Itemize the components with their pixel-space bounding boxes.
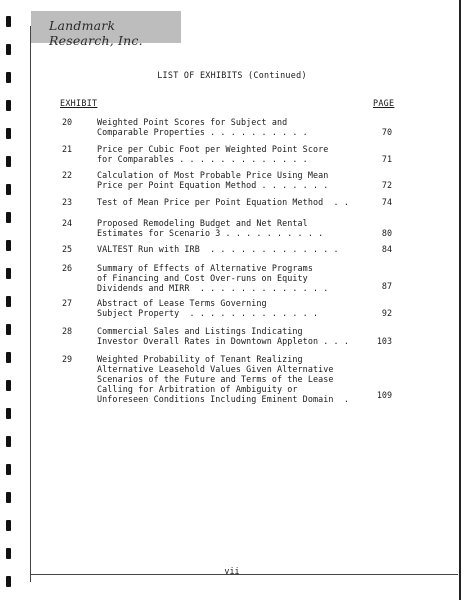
exhibit-page: 80 <box>381 228 392 238</box>
exhibit-title: Summary of Effects of Alternative Programs of Financing and Cost Over-runs on Equity Dividends and MIRR . . . . . . . . . . . . . <box>97 263 329 293</box>
exhibit-number: 27 <box>62 298 73 308</box>
exhibit-page: 109 <box>376 390 392 400</box>
exhibit-number: 22 <box>62 170 73 180</box>
exhibit-title: Abstract of Lease Terms Governing Subject Property . . . . . . . . . . . . . <box>97 298 319 318</box>
exhibit-number: 25 <box>62 244 73 254</box>
exhibit-page: 70 <box>381 127 392 137</box>
page-title: LIST OF EXHIBITS (Continued) <box>157 70 307 80</box>
exhibit-title: Commercial Sales and Listings Indicating Investor Overall Rates in Downtown Appleton . . . <box>97 326 349 346</box>
exhibit-title: Price per Cubic Foot per Weighted Point Score for Comparables . . . . . . . . . . . . . <box>97 144 329 164</box>
exhibit-page: 87 <box>381 281 392 291</box>
exhibit-number: 29 <box>62 354 73 364</box>
exhibit-number: 26 <box>62 263 73 273</box>
page-number: vii <box>224 566 240 576</box>
exhibit-page: 84 <box>381 244 392 254</box>
exhibit-page: 71 <box>381 154 392 164</box>
exhibit-title: Calculation of Most Probable Price Using Mean Price per Point Equation Method . . . . . . . <box>97 170 329 190</box>
exhibit-title: Weighted Probability of Tenant Realizing Alternative Leasehold Values Given Alternative Scenarios of the Future and Terms of the Lease Calling for Arbitration of Ambiguity or Unforeseen Conditions Including Eminent Domain . <box>97 354 349 404</box>
exhibit-page: 74 <box>381 197 392 207</box>
exhibit-number: 24 <box>62 218 73 228</box>
exhibit-page: 103 <box>376 336 392 346</box>
exhibit-title: Proposed Remodeling Budget and Net Rental Estimates for Scenario 3 . . . . . . . . . . <box>97 218 324 238</box>
exhibit-column-header: EXHIBIT <box>60 98 98 108</box>
exhibit-title: Test of Mean Price per Point Equation Method . . <box>97 197 349 207</box>
exhibit-number: 20 <box>62 117 73 127</box>
exhibit-page: 72 <box>381 180 392 190</box>
exhibit-title: VALTEST Run with IRB . . . . . . . . . . . . . <box>97 244 339 254</box>
page-column-header: PAGE <box>373 98 395 108</box>
exhibit-number: 23 <box>62 197 73 207</box>
exhibit-number: 28 <box>62 326 73 336</box>
exhibit-title: Weighted Point Scores for Subject and Comparable Properties . . . . . . . . . . <box>97 117 308 137</box>
exhibit-number: 21 <box>62 144 73 154</box>
exhibit-page: 92 <box>381 308 392 318</box>
letterhead-text: Landmark Research, Inc. <box>49 18 143 48</box>
